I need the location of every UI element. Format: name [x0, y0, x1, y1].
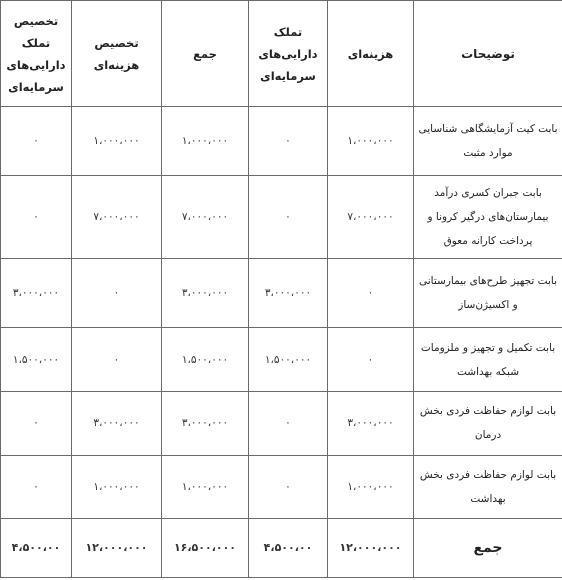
total-sum: ۱۶،۵۰۰،۰۰۰ — [162, 518, 249, 577]
row-expense: ۱،۰۰۰،۰۰۰ — [328, 107, 414, 176]
row-description: بابت تکمیل و تجهیز و ملزومات شبکه بهداشت — [414, 328, 562, 391]
total-alloc-expense: ۱۲،۰۰۰،۰۰۰ — [72, 518, 162, 577]
row-alloc-expense: ۰ — [72, 328, 162, 391]
table-row — [1, 175, 562, 258]
row-alloc-expense: ۳،۰۰۰،۰۰۰ — [72, 391, 162, 455]
row-alloc-capital: ۱،۵۰۰،۰۰۰ — [1, 328, 72, 391]
row-expense: ۱،۰۰۰،۰۰۰ — [328, 456, 414, 518]
row-description: بابت لوازم حفاظت فردی بخش بهداشت — [414, 456, 562, 518]
row-expense: ۰ — [328, 328, 414, 391]
row-description: بابت کیت آزمایشگاهی شناسایی موارد مثبت — [414, 107, 562, 176]
row-sum: ۳،۰۰۰،۰۰۰ — [162, 258, 249, 328]
total-row — [1, 518, 562, 577]
row-sum: ۳،۰۰۰،۰۰۰ — [162, 391, 249, 455]
row-sum: ۷،۰۰۰،۰۰۰ — [162, 175, 249, 258]
row-alloc-expense: ۷،۰۰۰،۰۰۰ — [72, 175, 162, 258]
row-alloc-capital: ۰ — [1, 456, 72, 518]
header-capital: تملک دارایی‌های سرمایه‌ای — [249, 1, 328, 107]
row-capital: ۰ — [249, 175, 328, 258]
row-alloc-expense: ۰ — [72, 258, 162, 328]
header-alloc-capital: تخصیص تملک دارایی‌های سرمایه‌ای — [1, 1, 72, 107]
total-capital: ۴،۵۰۰،۰۰ — [249, 518, 328, 577]
total-label: جمع — [414, 518, 562, 577]
table-row — [1, 107, 562, 176]
row-sum: ۱،۰۰۰،۰۰۰ — [162, 456, 249, 518]
total-expense: ۱۲،۰۰۰،۰۰۰ — [328, 518, 414, 577]
table-row — [1, 328, 562, 391]
row-expense: ۷،۰۰۰،۰۰۰ — [328, 175, 414, 258]
row-description: بابت لوازم حفاظت فردی بخش درمان — [414, 391, 562, 455]
header-description: توضیحات — [414, 1, 562, 107]
table-row — [1, 391, 562, 455]
row-alloc-capital: ۳،۰۰۰،۰۰۰ — [1, 258, 72, 328]
row-capital: ۰ — [249, 107, 328, 176]
header-row — [1, 1, 562, 107]
row-alloc-capital: ۰ — [1, 107, 72, 176]
row-expense: ۳،۰۰۰،۰۰۰ — [328, 391, 414, 455]
row-description: بابت جبران کسری درآمد بیمارستان‌های درگیر کرونا و پرداخت کارانه معوق — [414, 175, 562, 258]
row-sum: ۱،۰۰۰،۰۰۰ — [162, 107, 249, 176]
table-row — [1, 456, 562, 518]
header-alloc-expense: تخصیص هزینه‌ای — [72, 1, 162, 107]
row-alloc-expense: ۱،۰۰۰،۰۰۰ — [72, 107, 162, 176]
row-alloc-capital: ۰ — [1, 175, 72, 258]
row-description: بابت تجهیز طرح‌های بیمارستانی و اکسیژن‌ساز — [414, 258, 562, 328]
total-alloc-capital: ۴،۵۰۰،۰۰ — [1, 518, 72, 577]
header-sum: جمع — [162, 1, 249, 107]
table-row — [1, 258, 562, 328]
row-capital: ۳،۰۰۰،۰۰۰ — [249, 258, 328, 328]
row-capital: ۰ — [249, 456, 328, 518]
row-alloc-expense: ۱،۰۰۰،۰۰۰ — [72, 456, 162, 518]
header-expense: هزینه‌ای — [328, 1, 414, 107]
row-capital: ۰ — [249, 391, 328, 455]
row-sum: ۱،۵۰۰،۰۰۰ — [162, 328, 249, 391]
row-expense: ۰ — [328, 258, 414, 328]
row-capital: ۱،۵۰۰،۰۰۰ — [249, 328, 328, 391]
row-alloc-capital: ۰ — [1, 391, 72, 455]
